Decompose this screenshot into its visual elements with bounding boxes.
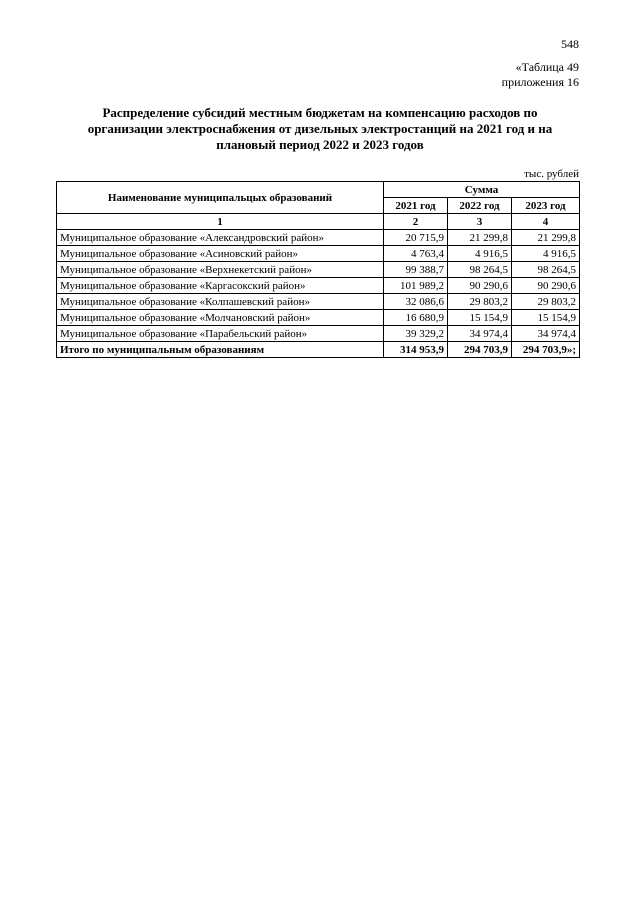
value-2022: 98 264,5 [448,262,512,278]
value-2023: 90 290,6 [512,278,580,294]
value-2021: 39 329,2 [384,326,448,342]
row-name: Муниципальное образование «Каргасокский район» [57,278,384,294]
table-row [57,278,580,294]
value-2023: 98 264,5 [512,262,580,278]
value-2022: 21 299,8 [448,230,512,246]
header-row [57,182,580,198]
table-row [57,262,580,278]
column-number: 3 [448,214,512,230]
value-2022: 90 290,6 [448,278,512,294]
header-year-2021: 2021 год [384,198,448,214]
value-2023: 21 299,8 [512,230,580,246]
value-2022: 29 803,2 [448,294,512,310]
row-name: Муниципальное образование «Асиновский район» [57,246,384,262]
row-name: Муниципальное образование «Верхнекетский район» [57,262,384,278]
document-title: Распределение субсидий местным бюджетам на компенсацию расходов по организации электроснабжения от дизельных электростанций на 2021 год и на плановый период 2022 и 2023 годов [87,105,553,152]
row-name: Муниципальное образование «Парабельский район» [57,326,384,342]
value-2021: 101 989,2 [384,278,448,294]
column-number: 4 [512,214,580,230]
column-number: 2 [384,214,448,230]
value-2021: 4 763,4 [384,246,448,262]
value-2022: 4 916,5 [448,246,512,262]
value-2023: 4 916,5 [512,246,580,262]
table-reference-line-2: приложения 16 [501,75,579,89]
row-name: Муниципальное образование «Александровский район» [57,230,384,246]
table-row [57,294,580,310]
header-name: Наименование муниципальцых образований [57,182,384,214]
value-2023: 29 803,2 [512,294,580,310]
column-number: 1 [57,214,384,230]
header-sum: Сумма [384,182,580,198]
table-row [57,310,580,326]
value-2021: 32 086,6 [384,294,448,310]
table-reference-line-1: «Таблица 49 [515,60,579,74]
value-2021: 20 715,9 [384,230,448,246]
page-number: 548 [561,37,579,51]
value-2023: 34 974,4 [512,326,580,342]
table-row [57,326,580,342]
subsidy-table [56,181,580,358]
column-number-row [57,214,580,230]
row-name: Муниципальное образование «Молчановский район» [57,310,384,326]
row-name: Муниципальное образование «Колпашевский район» [57,294,384,310]
header-year-2022: 2022 год [448,198,512,214]
total-2022: 294 703,9 [448,342,512,358]
value-2022: 34 974,4 [448,326,512,342]
value-2023: 15 154,9 [512,310,580,326]
value-2021: 16 680,9 [384,310,448,326]
total-row [57,342,580,358]
total-label: Итого по муниципальным образованиям [57,342,384,358]
table-row [57,246,580,262]
total-2021: 314 953,9 [384,342,448,358]
table-reference [502,60,579,90]
total-2023: 294 703,9»; [512,342,580,358]
value-2022: 15 154,9 [448,310,512,326]
table-row [57,230,580,246]
header-year-2023: 2023 год [512,198,580,214]
value-2021: 99 388,7 [384,262,448,278]
unit-label: тыс. рублей [524,168,579,180]
